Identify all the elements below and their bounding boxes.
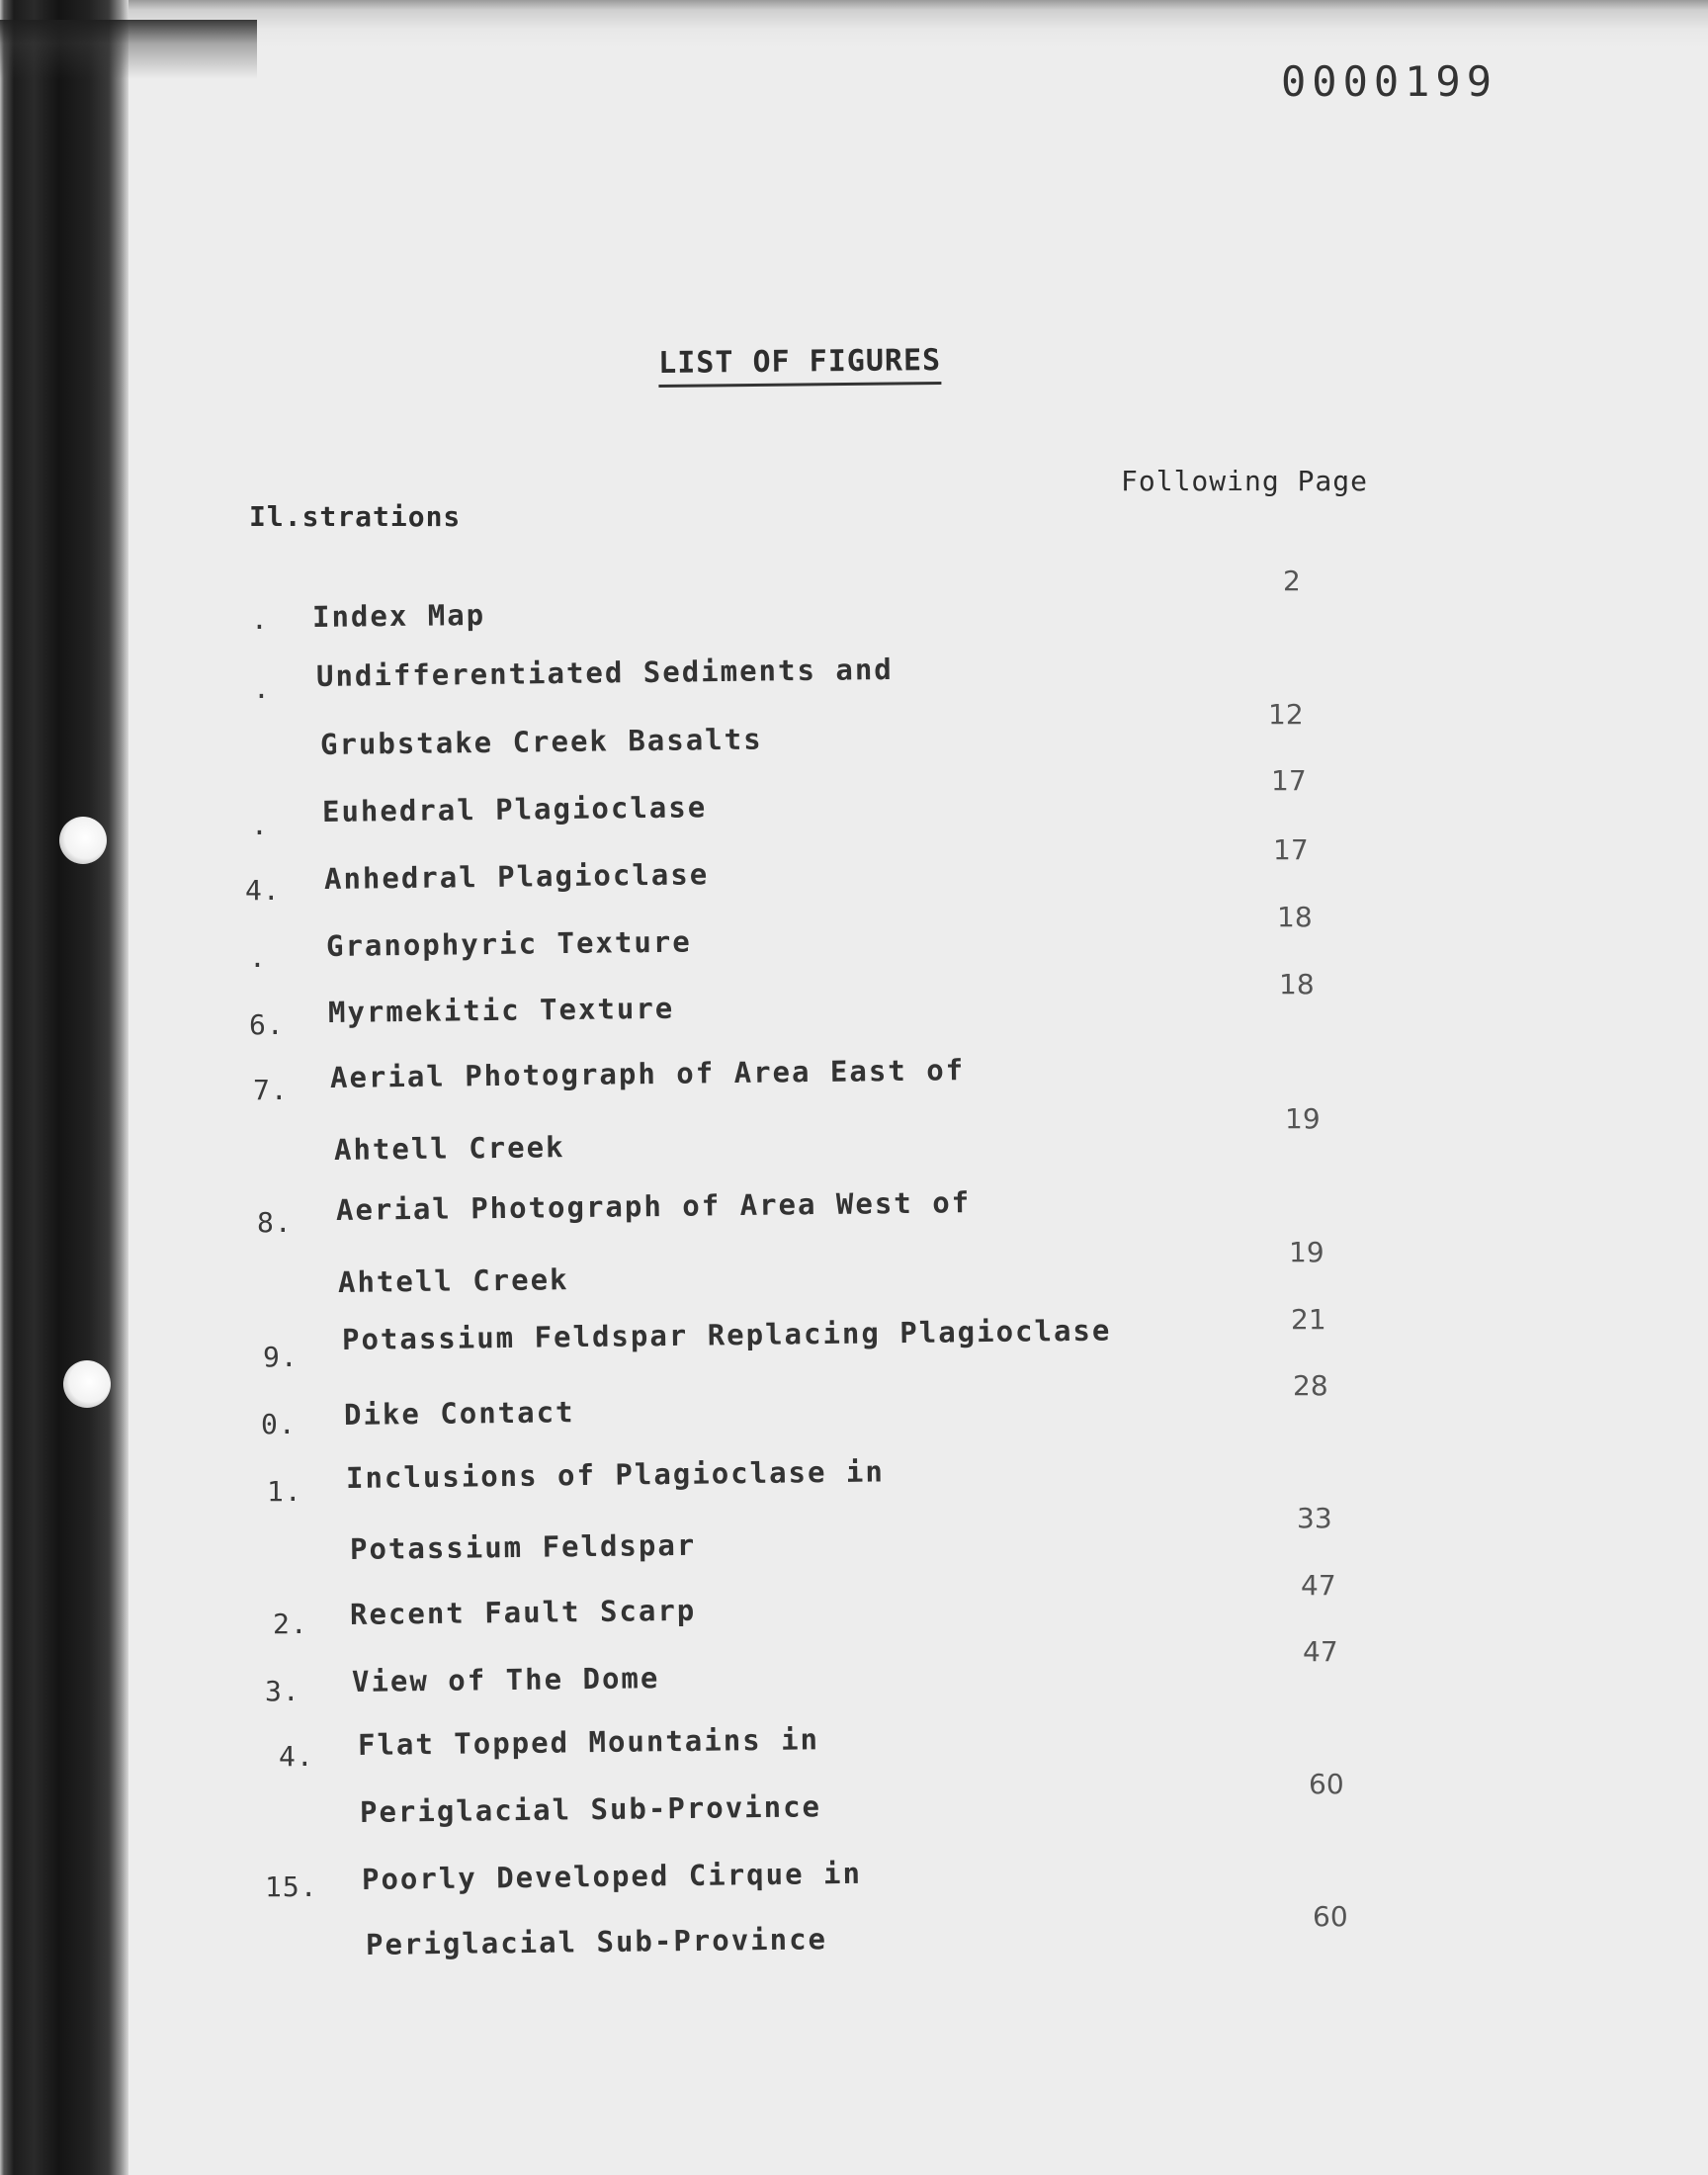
punch-hole [63, 1360, 111, 1408]
figure-page: 60 [1309, 1768, 1344, 1800]
figure-title: Granophyric Texture [325, 924, 692, 963]
figure-page: 60 [1313, 1900, 1348, 1933]
figure-title: Undifferentiated Sediments and [315, 652, 894, 693]
figure-number: . [249, 941, 267, 974]
binding-shadow [0, 20, 257, 79]
figure-page: 19 [1285, 1102, 1321, 1135]
figure-title: Recent Fault Scarp [349, 1593, 697, 1631]
figure-title: Aerial Photograph of Area West of [335, 1185, 972, 1227]
figure-number: 7. [253, 1074, 289, 1106]
figure-title-continued: Ahtell Creek [333, 1130, 565, 1167]
figure-page: 19 [1289, 1236, 1324, 1268]
figure-title: View of The Dome [351, 1661, 660, 1698]
figure-title: Poorly Developed Cirque in [361, 1856, 863, 1896]
figure-page: 17 [1273, 833, 1309, 866]
document-number: 0000199 [1281, 57, 1498, 106]
figure-title-continued: Potassium Feldspar [349, 1527, 697, 1566]
figure-title: Inclusions of Plagioclase in [345, 1454, 886, 1495]
figure-page: 17 [1271, 764, 1307, 797]
figure-page: 28 [1293, 1369, 1328, 1402]
figure-number: 3. [265, 1675, 300, 1707]
figure-number: 4. [279, 1740, 314, 1773]
figure-page: 2 [1283, 565, 1301, 597]
figure-page: 47 [1301, 1569, 1336, 1602]
figure-number: 0. [261, 1408, 297, 1440]
figure-number: 9. [263, 1341, 299, 1373]
figure-title-continued: Periglacial Sub-Province [359, 1789, 822, 1829]
figure-title: Dike Contact [343, 1395, 575, 1432]
figure-title-continued: Periglacial Sub-Province [365, 1922, 828, 1961]
figure-page: 33 [1297, 1502, 1332, 1534]
figure-title: Aerial Photograph of Area East of [329, 1053, 966, 1094]
figure-number: 4. [245, 874, 281, 907]
figure-number: . [253, 672, 271, 705]
punch-hole [59, 817, 107, 864]
figure-number: . [251, 603, 269, 636]
figure-number: 8. [257, 1206, 293, 1239]
figure-title: Anhedral Plagioclase [323, 857, 710, 896]
binding-edge [0, 0, 128, 2175]
following-page-header: Following Page [1121, 465, 1369, 497]
figure-page: 47 [1303, 1635, 1338, 1668]
figure-number: 15. [265, 1870, 318, 1903]
figure-page: 12 [1268, 698, 1304, 731]
figure-title: Index Map [311, 597, 486, 634]
figure-page: 18 [1279, 968, 1315, 1000]
figure-title: Flat Topped Mountains in [357, 1722, 820, 1762]
figure-title: Euhedral Plagioclase [321, 790, 708, 828]
figure-page: 18 [1277, 901, 1313, 933]
illustrations-header: Il.strations [249, 500, 462, 533]
figure-title: Potassium Feldspar Replacing Plagioclase [341, 1313, 1112, 1356]
figure-number: 2. [273, 1608, 308, 1640]
figure-page: 21 [1291, 1303, 1326, 1336]
figure-number: 6. [249, 1008, 285, 1041]
figure-title: Myrmekitic Texture [327, 991, 675, 1029]
figure-number: . [251, 809, 269, 841]
figure-title-continued: Ahtell Creek [337, 1262, 569, 1299]
page-title: LIST OF FIGURES [658, 343, 941, 388]
figure-title-continued: Grubstake Creek Basalts [319, 722, 763, 761]
figure-number: 1. [267, 1475, 302, 1508]
